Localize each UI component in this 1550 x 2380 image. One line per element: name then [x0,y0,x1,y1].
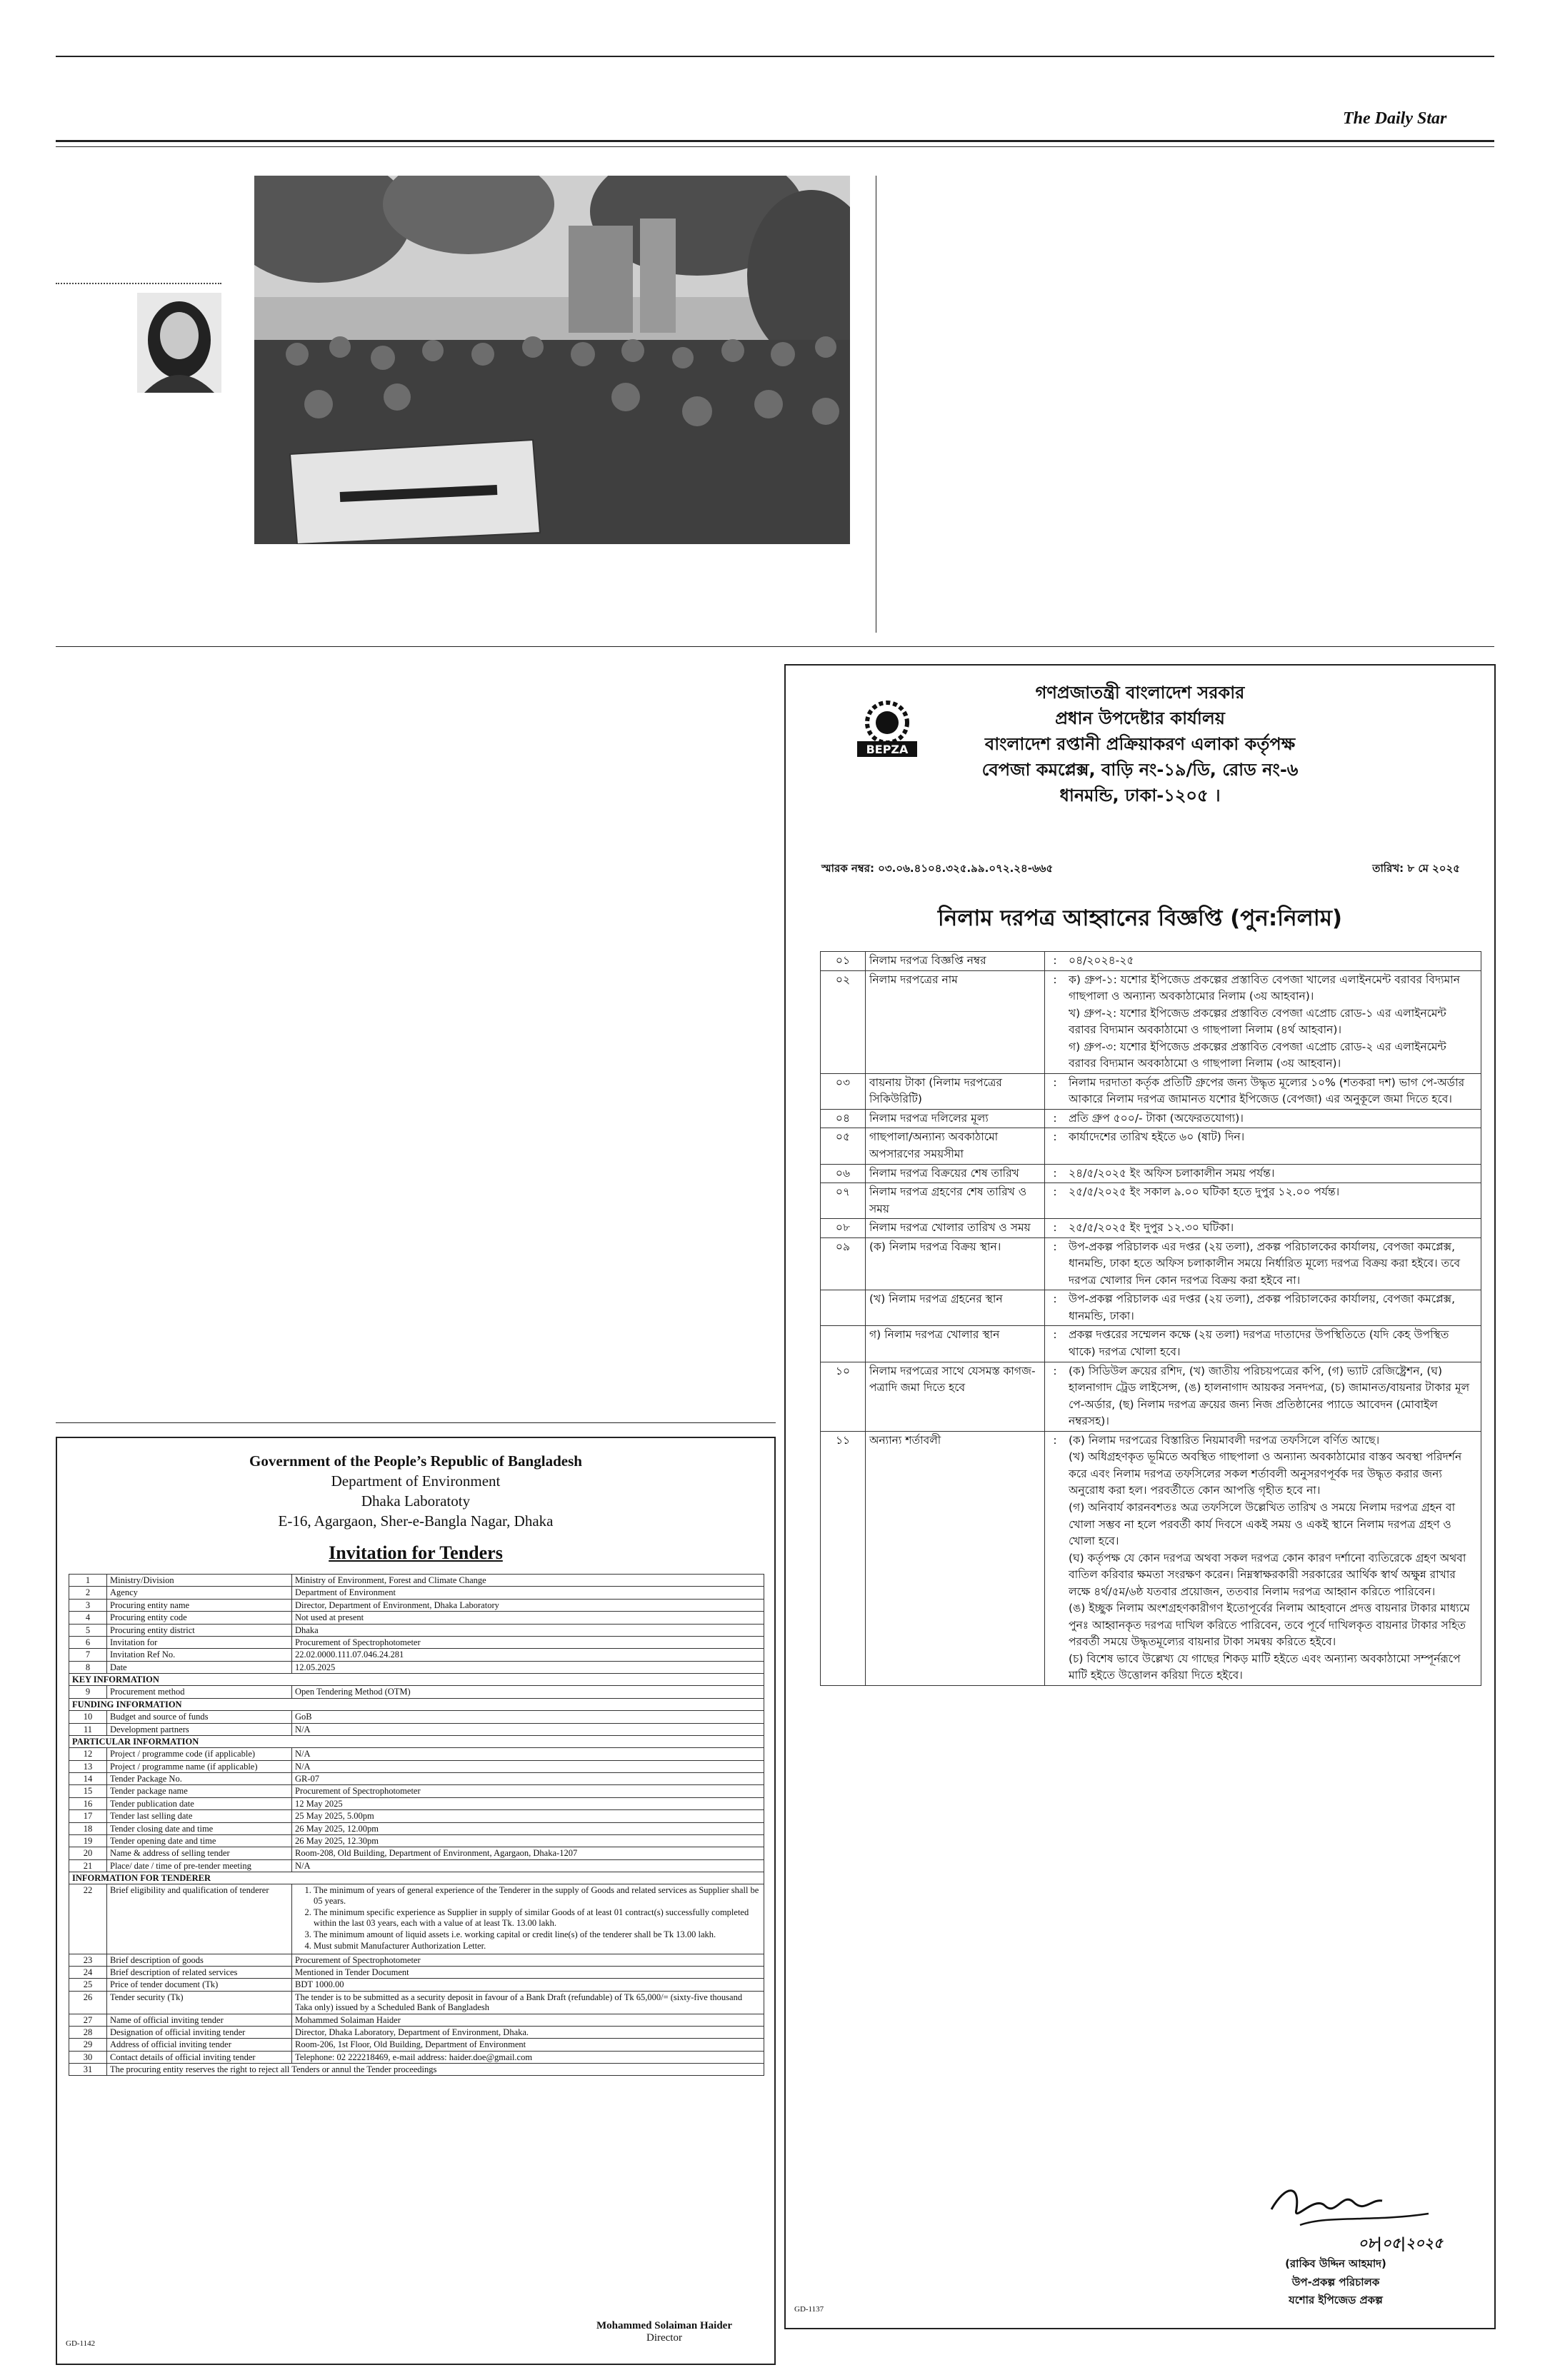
tender-row-number: 10 [69,1711,107,1723]
tender-row-number: 9 [69,1686,107,1698]
auction-paragraph: প্রতি গ্রুপ ৫০০/- টাকা (অফেরতযোগ্য)। [1069,1111,1244,1125]
tender-row-value: Dhaka [292,1624,764,1636]
tender-row [69,1797,764,1809]
tender-row-label: Brief description of goods [107,1954,292,1966]
masthead: The Daily Star [1343,109,1447,128]
auction-h5: ধানমন্ডি, ঢাকা-১২০৫ । [1059,785,1221,805]
tender-row-value: Mohammed Solaiman Haider [292,2014,764,2026]
auction-row-colon: : [1045,1362,1066,1431]
tender-row-label: Tender last selling date [107,1810,292,1822]
auction-gd-code: GD-1137 [794,2305,824,2314]
tender-row-value: Not used at present [292,1612,764,1624]
tender-row-value: Director, Department of Environment, Dhaka Laboratory [292,1599,764,1611]
auction-row-label: নিলাম দরপত্রের সাথে যেসমস্ত কাগজ-পত্রাদি জমা দিতে হবে [866,1362,1045,1431]
auction-row [821,1362,1481,1431]
tender-row-value: N/A [292,1723,764,1735]
tender-row [69,2026,764,2038]
tender-row-number: 12 [69,1748,107,1760]
auction-row [821,1237,1481,1290]
tender-row-label: Procuring entity district [107,1624,292,1636]
tender-row-value: N/A [292,1748,764,1760]
auction-row-colon: : [1045,952,1066,971]
tender-row-number: 23 [69,1954,107,1966]
auction-row-number: ০৩ [821,1073,866,1109]
tender-row-number: 24 [69,1967,107,1979]
tender-row [69,2014,764,2026]
auction-row-value [1065,1326,1481,1362]
auction-row-label: (ক) নিলাম দরপত্র বিক্রয় স্থান। [866,1237,1045,1290]
tender-row [69,1822,764,1834]
auction-paragraph: (ক) নিলাম দরপত্রের বিস্তারিত নিয়মাবলী দরপত্র তফসিলে বর্ণিত আছে। [1069,1433,1380,1447]
tender-row-value: Telephone: 02 222218469, e-mail address: haider.doe@gmail.com [292,2051,764,2063]
auction-row-number: ০৯ [821,1237,866,1290]
tender-row-number: 7 [69,1649,107,1661]
tender-row-value: N/A [292,1859,764,1872]
auction-row-label: (খ) নিলাম দরপত্র গ্রহনের স্থান [866,1290,1045,1326]
auction-row [821,1128,1481,1164]
auction-row [821,1431,1481,1685]
auction-row-number: ১০ [821,1362,866,1431]
tender-row-value: 12 May 2025 [292,1797,764,1809]
tender-row [69,1859,764,1872]
tender-row-value: The procuring entity reserves the right to reject all Tenders or annul the Tender proceedings [107,2064,764,2076]
tender-row-label: Contact details of official inviting tender [107,2051,292,2063]
tender-row-number: 4 [69,1612,107,1624]
tender-row-number: 17 [69,1810,107,1822]
tender-row-label: Date [107,1661,292,1673]
tender-row [69,1748,764,1760]
tender-section-heading: INFORMATION FOR TENDERER [69,1872,764,1884]
auction-row-label: অন্যান্য শর্তাবলী [866,1431,1045,1685]
tender-row-number: 18 [69,1822,107,1834]
tender-row-value: 22.02.0000.111.07.046.24.281 [292,1649,764,1661]
tender-row-number: 25 [69,1979,107,1991]
tender-section-heading: KEY INFORMATION [69,1674,764,1686]
auction-h4: বেপজা কমপ্লেক্স, বাড়ি নং-১৯/ডি, রোড নং-৬ [981,760,1299,780]
auction-sign-name: (রাকিব উদ্দিন আহমাদ) [1285,2257,1386,2270]
tender-row-value: N/A [292,1760,764,1772]
tender-section-row [69,1872,764,1884]
tender-row [69,1760,764,1772]
tender-row-label: Name of official inviting tender [107,2014,292,2026]
tender-row-number: 20 [69,1847,107,1859]
tender-row-value: GoB [292,1711,764,1723]
memo-date: তারিখ: ৮ মে ২০২৫ [1372,862,1460,875]
tender-row-label: Agency [107,1587,292,1599]
auction-row-value [1065,1073,1481,1109]
auction-paragraph: গ) গ্রুপ-৩: যশোর ইপিজেড প্রকল্পের প্রস্তাবিত বেপজা এপ্রোচ রোড-২ এর এলাইনমেন্ট বরাবর বিদ্যমান অবকাঠামো ও গাছপালা নিলাম (৩য় আহবান)। [1069,1040,1446,1070]
tender-row [69,1773,764,1785]
eligibility-item: 4. Must submit Manufacturer Authorization Letter. [314,1941,761,1951]
auction-row-label: নিলাম দরপত্র বিজ্ঞপ্তি নম্বর [866,952,1045,971]
auction-row-label: বায়নায় টাকা (নিলাম দরপত্রের সিকিউরিটি) [866,1073,1045,1109]
tender-row [69,1599,764,1611]
tender-row [69,1884,764,1954]
tender-row [69,1661,764,1673]
tender-row-number: 11 [69,1723,107,1735]
auction-row-value [1065,952,1481,971]
tender-row [69,1991,764,2014]
memo-number: স্মারক নম্বর: ০৩.০৬.৪১০৪.৩২৫.৯৯.০৭২.২৪-৬৬৫ [821,862,1054,875]
tender-row [69,1834,764,1847]
auction-row [821,1109,1481,1128]
auction-row-value [1065,1219,1481,1238]
tender-row-number: 2 [69,1587,107,1599]
auction-row-number: ০৭ [821,1183,866,1219]
tender-section-row [69,1735,764,1747]
tender-row-number: 14 [69,1773,107,1785]
tender-row-value: Ministry of Environment, Forest and Climate Change [292,1575,764,1587]
tender-row-value: Department of Environment [292,1587,764,1599]
header-rule-1 [56,140,1494,142]
tender-row-label: Ministry/Division [107,1575,292,1587]
tender-row-value: Procurement of Spectrophotometer [292,1785,764,1797]
auction-h3: বাংলাদেশ রপ্তানী প্রক্রিয়াকরণ এলাকা কর্তৃপক্ষ [984,734,1296,754]
tender-row [69,1967,764,1979]
auction-row [821,970,1481,1073]
auction-paragraph: ২৫/৫/২০২৫ ইং সকাল ৯.০০ ঘটিকা হতে দুপুর ১২.০০ পর্যন্ত। [1069,1185,1340,1199]
tender-row [69,1711,764,1723]
tender-row-label: Tender closing date and time [107,1822,292,1834]
eligibility-item: 3. The minimum amount of liquid assets i.e. working capital or credit line(s) of the tenderer shall be Tk 13.00 lakh. [314,1929,761,1939]
tender-row-number: 27 [69,2014,107,2026]
tender-row-value: The tender is to be submitted as a security deposit in favour of a Bank Draft (refundable) of Tk 65,000/= (sixty-five thousand Taka only) issued by a Scheduled Bank of Bangladesh [292,1991,764,2014]
auction-row-value [1065,1109,1481,1128]
auction-row-colon: : [1045,1219,1066,1238]
auction-row-colon: : [1045,1183,1066,1219]
auction-row [821,1290,1481,1326]
tender-row-value: Procurement of Spectrophotometer [292,1636,764,1648]
tender-row-number: 13 [69,1760,107,1772]
tender-row-label: Tender publication date [107,1797,292,1809]
auction-row-value [1065,1164,1481,1183]
auction-row-number: ১১ [821,1431,866,1685]
tender-row-label: Brief description of related services [107,1967,292,1979]
tender-row-value: Procurement of Spectrophotometer [292,1954,764,1966]
tender-row [69,1979,764,1991]
tender-row-label: Tender Package No. [107,1773,292,1785]
tender-row-label: Project / programme code (if applicable) [107,1748,292,1760]
tender-row-value: Mentioned in Tender Document [292,1967,764,1979]
auction-row-label: গাছপালা/অন্যান্য অবকাঠামো অপসারণের সময়সীমা [866,1128,1045,1164]
tender-row-value: Room-208, Old Building, Department of Environment, Agargaon, Dhaka-1207 [292,1847,764,1859]
auction-row-number: ০৫ [821,1128,866,1164]
auction-paragraph: নিলাম দরদাতা কর্তৃক প্রতিটি গ্রুপের জন্য উদ্ধৃত মূল্যের ১০% (শতকরা দশ) ভাগ পে-অর্ডার আকারে নিলাম দরপত্র জামানত যশোর ইপিজেড (বেপজা) এর অনুকূলে জমা দিতে হবে। [1069,1075,1465,1106]
auction-paragraph: ক) গ্রুপ-১: যশোর ইপিজেড প্রকল্পের প্রস্তাবিত বেপজা খালের এলাইনমেন্ট বরাবর বিদ্যমান গাছপালা ও অন্যান্য অবকাঠামোর নিলাম (৩য় আহবান)। [1069,973,1460,1003]
tender-row-number: 26 [69,1991,107,2014]
auction-paragraph: উপ-প্রকল্প পরিচালক এর দপ্তর (২য় তলা), প্রকল্প পরিচালকের কার্যালয়, বেপজা কমপ্লেক্স, ধানমন্ডি, ঢাকা। [1069,1292,1456,1322]
tender-row-number: 29 [69,2039,107,2051]
tender-row-number: 8 [69,1661,107,1673]
tender-row-value: 26 May 2025, 12.30pm [292,1834,764,1847]
left-dotted-rule [56,283,221,284]
auction-h2: প্রধান উপদেষ্টার কার্যালয় [1055,708,1225,728]
tender-row [69,1636,764,1648]
tender-row-label: Tender package name [107,1785,292,1797]
section-rule [56,646,1494,647]
auction-sign-org: যশোর ইপিজেড প্রকল্প [1289,2294,1383,2306]
auction-row-colon: : [1045,1431,1066,1685]
tender-row [69,2039,764,2051]
tender-title: Invitation for Tenders [329,1542,503,1563]
tender-signature-block [571,2320,757,2344]
auction-row-value [1065,1290,1481,1326]
tender-row [69,1587,764,1599]
tender-row [69,1810,764,1822]
tender-notice [56,1437,776,2365]
tender-gov: Government of the People’s Republic of Bangladesh [249,1452,582,1470]
tender-row-value: Director, Dhaka Laboratory, Department of Environment, Dhaka. [292,2026,764,2038]
tender-row-value: 12.05.2025 [292,1661,764,1673]
eligibility-item: 2. The minimum specific experience as Supplier in supply of similar Goods of at least 01 contract(s) successfully completed within the last 03 years, each with a value of at least Tk. 13.00 lakh. [314,1907,761,1928]
tender-row-value: 25 May 2025, 5.00pm [292,1810,764,1822]
rally-photo [254,176,850,544]
tender-row [69,1649,764,1661]
tender-section-row [69,1698,764,1710]
tender-row [69,2051,764,2063]
tender-row-number: 31 [69,2064,107,2076]
tender-row [69,1612,764,1624]
tender-dept: Department of Environment [331,1472,501,1490]
auction-signature-block [1229,2231,1443,2310]
auction-row-colon: : [1045,1164,1066,1183]
tender-row-label: Address of official inviting tender [107,2039,292,2051]
auction-row-label: নিলাম দরপত্র দলিলের মূল্য [866,1109,1045,1128]
auction-paragraph: কার্যাদেশের তারিখ হইতে ৬০ (ষাট) দিন। [1069,1130,1245,1144]
auction-row-value [1065,1128,1481,1164]
auction-row-colon: : [1045,1237,1066,1290]
auction-row-label: নিলাম দরপত্র খোলার তারিখ ও সময় [866,1219,1045,1238]
auction-row-value [1065,1183,1481,1219]
auction-row-colon: : [1045,1073,1066,1109]
auction-paragraph: (খ) অধিগ্রহণকৃত ভূমিতে অবস্থিত গাছপালা ও অন্যান্য অবকাঠামোর বাস্তব অবস্থা পরিদর্শন করে এবং নিলাম দরপত্র তফসিলের সকল শর্তাবলী অনুসরণপূর্বক দর উদ্ধৃত করার জন্য অনুরোধ করা হল। পরবর্তীতে কোন আপত্তি গৃহীত হবে না। [1069,1450,1462,1497]
auction-paragraph: ২৫/৫/২০২৫ ইং দুপুর ১২.৩০ ঘটিকা। [1069,1221,1234,1235]
tender-section-heading: FUNDING INFORMATION [69,1698,764,1710]
signature-date: ০৮|০৫|২০২৫ [1358,2234,1443,2251]
auction-title: নিলাম দরপত্র আহ্বানের বিজ্ঞপ্তি (পুন:নিলাম) [937,905,1343,931]
auction-paragraph: ২৪/৫/২০২৫ ইং অফিস চলাকালীন সময় পর্যন্ত। [1069,1166,1275,1180]
tender-row [69,1847,764,1859]
tender-row [69,1723,764,1735]
tender-row-number: 22 [69,1884,107,1954]
tender-row-number: 5 [69,1624,107,1636]
tender-address: E-16, Agargaon, Sher-e-Bangla Nagar, Dhaka [278,1512,554,1530]
author-portrait [137,293,221,393]
tender-row-label: Procurement method [107,1686,292,1698]
auction-paragraph: ০৪/২০২৪-২৫ [1069,954,1134,967]
tender-row-label: Invitation for [107,1636,292,1648]
tender-row-number: 1 [69,1575,107,1587]
auction-table [820,951,1481,1686]
tender-eligibility-list [292,1884,764,1954]
tender-row-label: Designation of official inviting tender [107,2026,292,2038]
tender-row-number: 3 [69,1599,107,1611]
auction-row-number [821,1290,866,1326]
tender-row-value: BDT 1000.00 [292,1979,764,1991]
tender-row-label: Tender opening date and time [107,1834,292,1847]
auction-row-value [1065,1237,1481,1290]
tender-row-label: Development partners [107,1723,292,1735]
tender-gd-code: GD-1142 [66,2339,96,2348]
tender-row [69,2064,764,2076]
tender-row-label: Tender security (Tk) [107,1991,292,2014]
tender-row-value: Open Tendering Method (OTM) [292,1686,764,1698]
tender-lab: Dhaka Laboratoty [361,1492,471,1510]
auction-row-number: ০১ [821,952,866,971]
auction-row [821,952,1481,971]
auction-row [821,1326,1481,1362]
eligibility-item: 1. The minimum of years of general experience of the Tenderer in the supply of Goods and related services as Supplier shall be 05 years. [314,1885,761,1906]
auction-row-number: ০২ [821,970,866,1073]
auction-paragraph: (ঘ) কর্তৃপক্ষ যে কোন দরপত্র অথবা সকল দরপত্র কোন কারণ দর্শানো ব্যতিরেকে গ্রহণ অথবা বাতিল করিবার ক্ষমতা সংরক্ষণ করেন। নিম্নস্বাক্ষরকারী সরকারের আর্থিক স্বার্থ অক্ষুন্ন রাখার লক্ষে ৪র্থ/৫ম/৬ষ্ঠ যতবার প্রয়োজন, ততবার নিলাম দরপত্র আহ্বান করিতে পারিবেন। [1069,1551,1466,1598]
auction-row-value [1065,970,1481,1073]
tender-row [69,1686,764,1698]
tender-section-heading: PARTICULAR INFORMATION [69,1735,764,1747]
tender-row-number: 21 [69,1859,107,1872]
tender-row-label: Procuring entity name [107,1599,292,1611]
auction-row [821,1164,1481,1183]
auction-row-label: গ) নিলাম দরপত্র খোলার স্থান [866,1326,1045,1362]
tender-row-value: Room-206, 1st Floor, Old Building, Department of Environment [292,2039,764,2051]
tender-row-label: Place/ date / time of pre-tender meeting [107,1859,292,1872]
tender-row-label: Brief eligibility and qualification of tenderer [107,1884,292,1954]
auction-paragraph: (ক) সিডিউল ক্রয়ের রশিদ, (খ) জাতীয় পরিচয়পত্রের কপি, (গ) ভ্যাট রেজিষ্ট্রেশন, (ঘ) হালনাগাদ ট্রেড লাইসেন্স, (ঙ) হালনাগাদ আয়কর সনদপত্র, (চ) জামানত/বায়নার টাকার মূল পে-অর্ডার, (ছ) নিলাম দরপত্র ক্রয়ের জন্য নিজ প্রতিষ্ঠানের প্যাডে আবেদন (মোবাইল নম্বরসহ)। [1069,1364,1470,1428]
auction-row-number: ০৪ [821,1109,866,1128]
auction-row-number: ০৬ [821,1164,866,1183]
tender-row-number: 15 [69,1785,107,1797]
auction-row-value [1065,1431,1481,1685]
auction-notice [784,664,1496,2329]
tender-row-number: 16 [69,1797,107,1809]
tender-row-label: Invitation Ref No. [107,1649,292,1661]
auction-paragraph: (চ) বিশেষ ভাবে উল্লেখ্য যে গাছের শিকড় মাটি হইতে এবং অন্যান্য অবকাঠামো সম্পূর্নরূপে মাটি হইতে উত্তোলন করিয়া দিতে হইবে। [1069,1652,1461,1682]
tender-row-label: Price of tender document (Tk) [107,1979,292,1991]
auction-paragraph: (ঙ) ইচ্ছুক নিলাম অংশগ্রহণকারীগণ ইতোপূর্বের নিলাম আহবানে প্রদত্ত বায়নার টাকার মাধ্যমে পুনঃ আহ্বানকৃত দরপত্র দাখিল করিতে পারিবেন, তবে পূর্বে দাখিলকৃত বায়নার টাকার সহিত পরবর্তী সময়ে উদ্ধৃতমূল্যের বায়নার টাকা সমন্বয় করিতে হইবে। [1069,1602,1470,1649]
auction-paragraph: (গ) অনিবার্য কারনবশতঃ অত্র তফসিলে উল্লেখিত তারিখ ও সময়ে নিলাম দরপত্র গ্রহন বা খোলা সম্ভব না হলে পরবর্তী কার্য দিবসে একই সময় ও একই স্থানে নিলাম দরপত্র গ্রহণ ও খোলা হবে। [1069,1500,1456,1548]
handwritten-signature [1257,2181,1443,2231]
auction-paragraph: প্রকল্প দপ্তরের সম্মেলন কক্ষে (২য় তলা) দরপত্র দাতাদের উপস্থিতিতে (যদি কেহ উপস্থিত থাকে) দরপত্র খোলা হবে। [1069,1328,1449,1359]
tender-row-value: 26 May 2025, 12.00pm [292,1822,764,1834]
auction-row-colon: : [1045,1290,1066,1326]
bepza-logo-text: BEPZA [866,743,909,756]
top-rule [56,56,1494,57]
auction-h1: গণপ্রজাতন্ত্রী বাংলাদেশ সরকার [1035,683,1245,703]
tender-row-label: Name & address of selling tender [107,1847,292,1859]
auction-paragraph: খ) গ্রুপ-২: যশোর ইপিজেড প্রকল্পের প্রস্তাবিত বেপজা এপ্রোচ রোড-১ এর এলাইনমেন্ট বরাবর বিদ্যমান অবকাঠামো ও গাছপালা নিলাম (৪র্থ আহবান)। [1069,1006,1446,1037]
auction-paragraph: উপ-প্রকল্প পরিচালক এর দপ্তর (২য় তলা), প্রকল্প পরিচালকের কার্যালয়, বেপজা কমপ্লেক্স, ধানমন্ডি, ঢাকা হতে অফিস চলাকালীন সময়ে নির্ধারিত মূল্যে দরপত্র বিক্রয় করা হইবে। তবে দরপত্র খোলার দিন কোন দরপত্র বিক্রয় করা হইবে না। [1069,1240,1461,1287]
auction-row-colon: : [1045,1109,1066,1128]
auction-row-label: নিলাম দরপত্রের নাম [866,970,1045,1073]
auction-row-colon: : [1045,1326,1066,1362]
auction-row-number [821,1326,866,1362]
tender-row-number: 30 [69,2051,107,2063]
header-rule-2 [56,146,1494,147]
tender-table [69,1574,764,2076]
tender-row-number: 6 [69,1636,107,1648]
tender-sign-title: Director [646,2332,682,2344]
auction-row-colon: : [1045,970,1066,1073]
left-column-rule [56,1422,776,1423]
tender-row-number: 28 [69,2026,107,2038]
tender-row-value: GR-07 [292,1773,764,1785]
tender-row [69,1624,764,1636]
tender-row-number: 19 [69,1834,107,1847]
auction-row-number: ০৮ [821,1219,866,1238]
tender-row-label: Procuring entity code [107,1612,292,1624]
auction-row-label: নিলাম দরপত্র গ্রহণের শেষ তারিখ ও সময় [866,1183,1045,1219]
tender-sign-name: Mohammed Solaiman Haider [596,2320,732,2331]
tender-section-row [69,1674,764,1686]
auction-row [821,1073,1481,1109]
tender-row-label: Budget and source of funds [107,1711,292,1723]
tender-row-label: Project / programme name (if applicable) [107,1760,292,1772]
tender-row [69,1575,764,1587]
auction-row [821,1183,1481,1219]
auction-row-label: নিলাম দরপত্র বিক্রয়ের শেষ তারিখ [866,1164,1045,1183]
auction-row [821,1219,1481,1238]
auction-row-value [1065,1362,1481,1431]
tender-row [69,1954,764,1966]
tender-row [69,1785,764,1797]
auction-sign-title: উপ-প্রকল্প পরিচালক [1291,2275,1380,2289]
auction-row-colon: : [1045,1128,1066,1164]
